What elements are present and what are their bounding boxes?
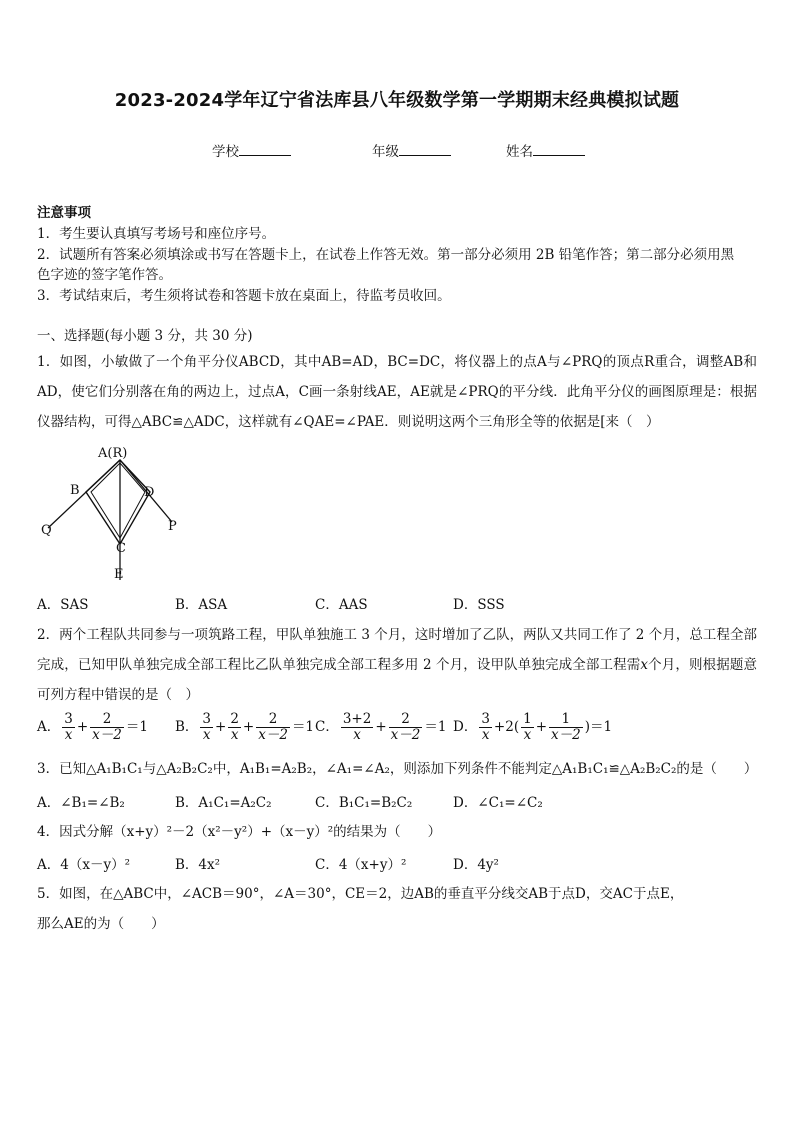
- q2-a-rhs: ＝1: [125, 719, 148, 735]
- q4-option-b: B．4x²: [175, 857, 221, 873]
- q2-b-rhs: ＝1: [291, 719, 315, 735]
- question-5-line-2: 那么AE的为（ ）: [37, 916, 165, 932]
- label-a: A(R): [98, 446, 128, 461]
- frac-den: x: [481, 727, 490, 743]
- frac-num: 1: [549, 712, 583, 728]
- q2-b-label: B．: [175, 719, 199, 735]
- q2-option-b: B． $\frac{3}{x}$ + $\frac{2}{x}$ + $\frac{2}{x-2}$ ＝1: [175, 711, 315, 743]
- q2-variable: x: [640, 657, 648, 673]
- q2-a-frac1: [62, 712, 75, 743]
- school-blank: [239, 143, 291, 156]
- frac-den: x: [230, 727, 239, 743]
- label-c: C: [116, 541, 126, 556]
- q2-d-rhs: )＝1: [584, 719, 613, 735]
- frac-den: x: [202, 727, 211, 743]
- question-1-text: 1．如图，小敏做了一个角平分仪ABCD，其中AB=AD，BC=DC，将仪器上的点A与∠PRQ的顶点R重合，调整AB和AD，使它们分别落在角的两边上，过点A，C画一条射线AE，AE就是∠PRQ的平分线．此角平分仪的画图原理是：根据仪器结构，可得△ABC≌△ADC，这样就有∠QAE=∠PAE．则说明这两个三角形全等的依据是[来（ ）: [37, 354, 757, 430]
- q2-a-frac2: [90, 712, 124, 743]
- q1-option-c: C．AAS: [315, 597, 368, 613]
- frac-num: 2: [256, 712, 290, 728]
- frac-den: x－2: [92, 727, 122, 743]
- frac-num: 3+2: [342, 711, 372, 727]
- label-e: E: [114, 567, 124, 582]
- notice-item-2-cont: 色字迹的签字笔作答。: [37, 267, 172, 283]
- frac-den: x－2: [390, 727, 421, 743]
- q3-option-c: C．B₁C₁=B₂C₂: [315, 795, 413, 811]
- question-4-text: 4．因式分解（x+y）²－2（x²－y²）+（x－y）²的结果为（ ）: [37, 824, 442, 840]
- question-2-text: [37, 620, 757, 710]
- q2-d-label: D．: [453, 719, 478, 735]
- label-p: P: [168, 519, 177, 534]
- frac-den: x－2: [551, 727, 581, 743]
- q4-option-c: C．4（x+y）²: [315, 857, 407, 873]
- q2-d-frac3: [549, 712, 583, 743]
- q2-option-a: A． $\frac{3}{x}$ + $\frac{2}{x-2}$ ＝1: [37, 711, 148, 743]
- section-heading: 一、选择题(每小题 3 分，共 30 分): [37, 328, 253, 344]
- name-blank: [533, 143, 585, 156]
- school-label: 学校: [212, 144, 239, 160]
- name-field: [506, 140, 585, 160]
- q2-option-c: C． $\frac{3+2}{x}$ + $\frac{2}{x-2}$ ＝1: [315, 711, 447, 743]
- quadrilateral-abcd: [86, 460, 150, 544]
- q2-d-mid: +2(: [493, 719, 520, 735]
- grade-blank: [399, 143, 451, 156]
- q1-option-b: B．ASA: [175, 597, 228, 613]
- q2-c-frac1: [341, 712, 374, 743]
- label-q: Q: [41, 523, 52, 538]
- q2-c-rhs: ＝1: [424, 719, 447, 735]
- notice-item-1: 1．考生要认真填写考场号和座位序号。: [37, 226, 276, 242]
- q2-c-frac2: [389, 712, 423, 743]
- q2-option-d: D． $\frac{3}{x}$ +2( $\frac{1}{x}$ + $\frac{1}{x-2}$ )＝1: [453, 711, 613, 743]
- q1-option-a: A．SAS: [37, 597, 89, 613]
- q2-c-label: C．: [315, 719, 339, 735]
- question-5-line-1: 5．如图，在△ABC中，∠ACB＝90°，∠A＝30°，CE＝2，边AB的垂直平分线交AB于点D，交AC于点E，: [37, 886, 684, 902]
- q2-text-part2: 个月，则根据题意可列方程中错误的是（ ）: [37, 657, 758, 703]
- frac-num: 2: [230, 711, 239, 727]
- frac-num: 2: [389, 712, 423, 728]
- question-3-text: 3．已知△A₁B₁C₁与△A₂B₂C₂中，A₁B₁=A₂B₂，∠A₁=∠A₂，则添加下列条件不能判定△A₁B₁C₁≌△A₂B₂C₂的是（ ）: [37, 761, 758, 777]
- frac-den: x: [353, 727, 361, 743]
- q3-option-a: A．∠B₁=∠B₂: [37, 795, 125, 811]
- q1-option-d: D．SSS: [453, 597, 505, 613]
- angle-bisector-figure: [36, 440, 186, 588]
- frac-num: 2: [90, 712, 124, 728]
- exam-title: 2023-2024学年辽宁省法库县八年级数学第一学期期末经典模拟试题: [114, 90, 680, 111]
- notice-item-2: 2．试题所有答案必须填涂或书写在答题卡上，在试卷上作答无效。第一部分必须用 2B 铅笔作答；第二部分必须用黑: [37, 247, 735, 263]
- q2-b-frac3: [256, 712, 290, 743]
- frac-num: 3: [481, 711, 490, 727]
- frac-num: 1: [523, 711, 532, 727]
- q2-b-frac2: [228, 712, 241, 743]
- frac-den: x: [523, 727, 532, 743]
- frac-num: 3: [64, 711, 73, 727]
- notice-item-3: 3．考试结束后，考生须将试卷和答题卡放在桌面上，待监考员收回。: [37, 288, 451, 304]
- q2-text-part1: 2．两个工程队共同参与一项筑路工程，甲队单独施工 3 个月，这时增加了乙队，两队又共同工作了 2 个月，总工程全部完成，已知甲队单独完成全部工程比乙队单独完成全部工程多用 2 个月，设甲队单独完成全部工程需: [37, 627, 757, 673]
- grade-label: 年级: [372, 144, 399, 160]
- grade-field: [372, 140, 451, 160]
- label-b: B: [70, 483, 80, 498]
- quadrilateral-inner: [91, 463, 145, 538]
- q2-d-frac1: [479, 712, 492, 743]
- name-label: 姓名: [506, 144, 533, 160]
- frac-den: x: [64, 727, 73, 743]
- q2-b-frac1: [200, 712, 213, 743]
- notice-heading: 注意事项: [37, 205, 91, 221]
- frac-den: x－2: [258, 727, 288, 743]
- school-field: [212, 140, 291, 160]
- q2-a-label: A．: [37, 719, 61, 735]
- q3-option-d: D．∠C₁=∠C₂: [453, 795, 543, 811]
- q4-option-a: A．4（x－y）²: [37, 857, 130, 873]
- q3-option-b: B．A₁C₁=A₂C₂: [175, 795, 272, 811]
- frac-num: 3: [202, 711, 212, 727]
- q2-d-frac2: [521, 712, 534, 743]
- label-d: D: [144, 485, 155, 500]
- q4-option-d: D．4y²: [453, 857, 499, 873]
